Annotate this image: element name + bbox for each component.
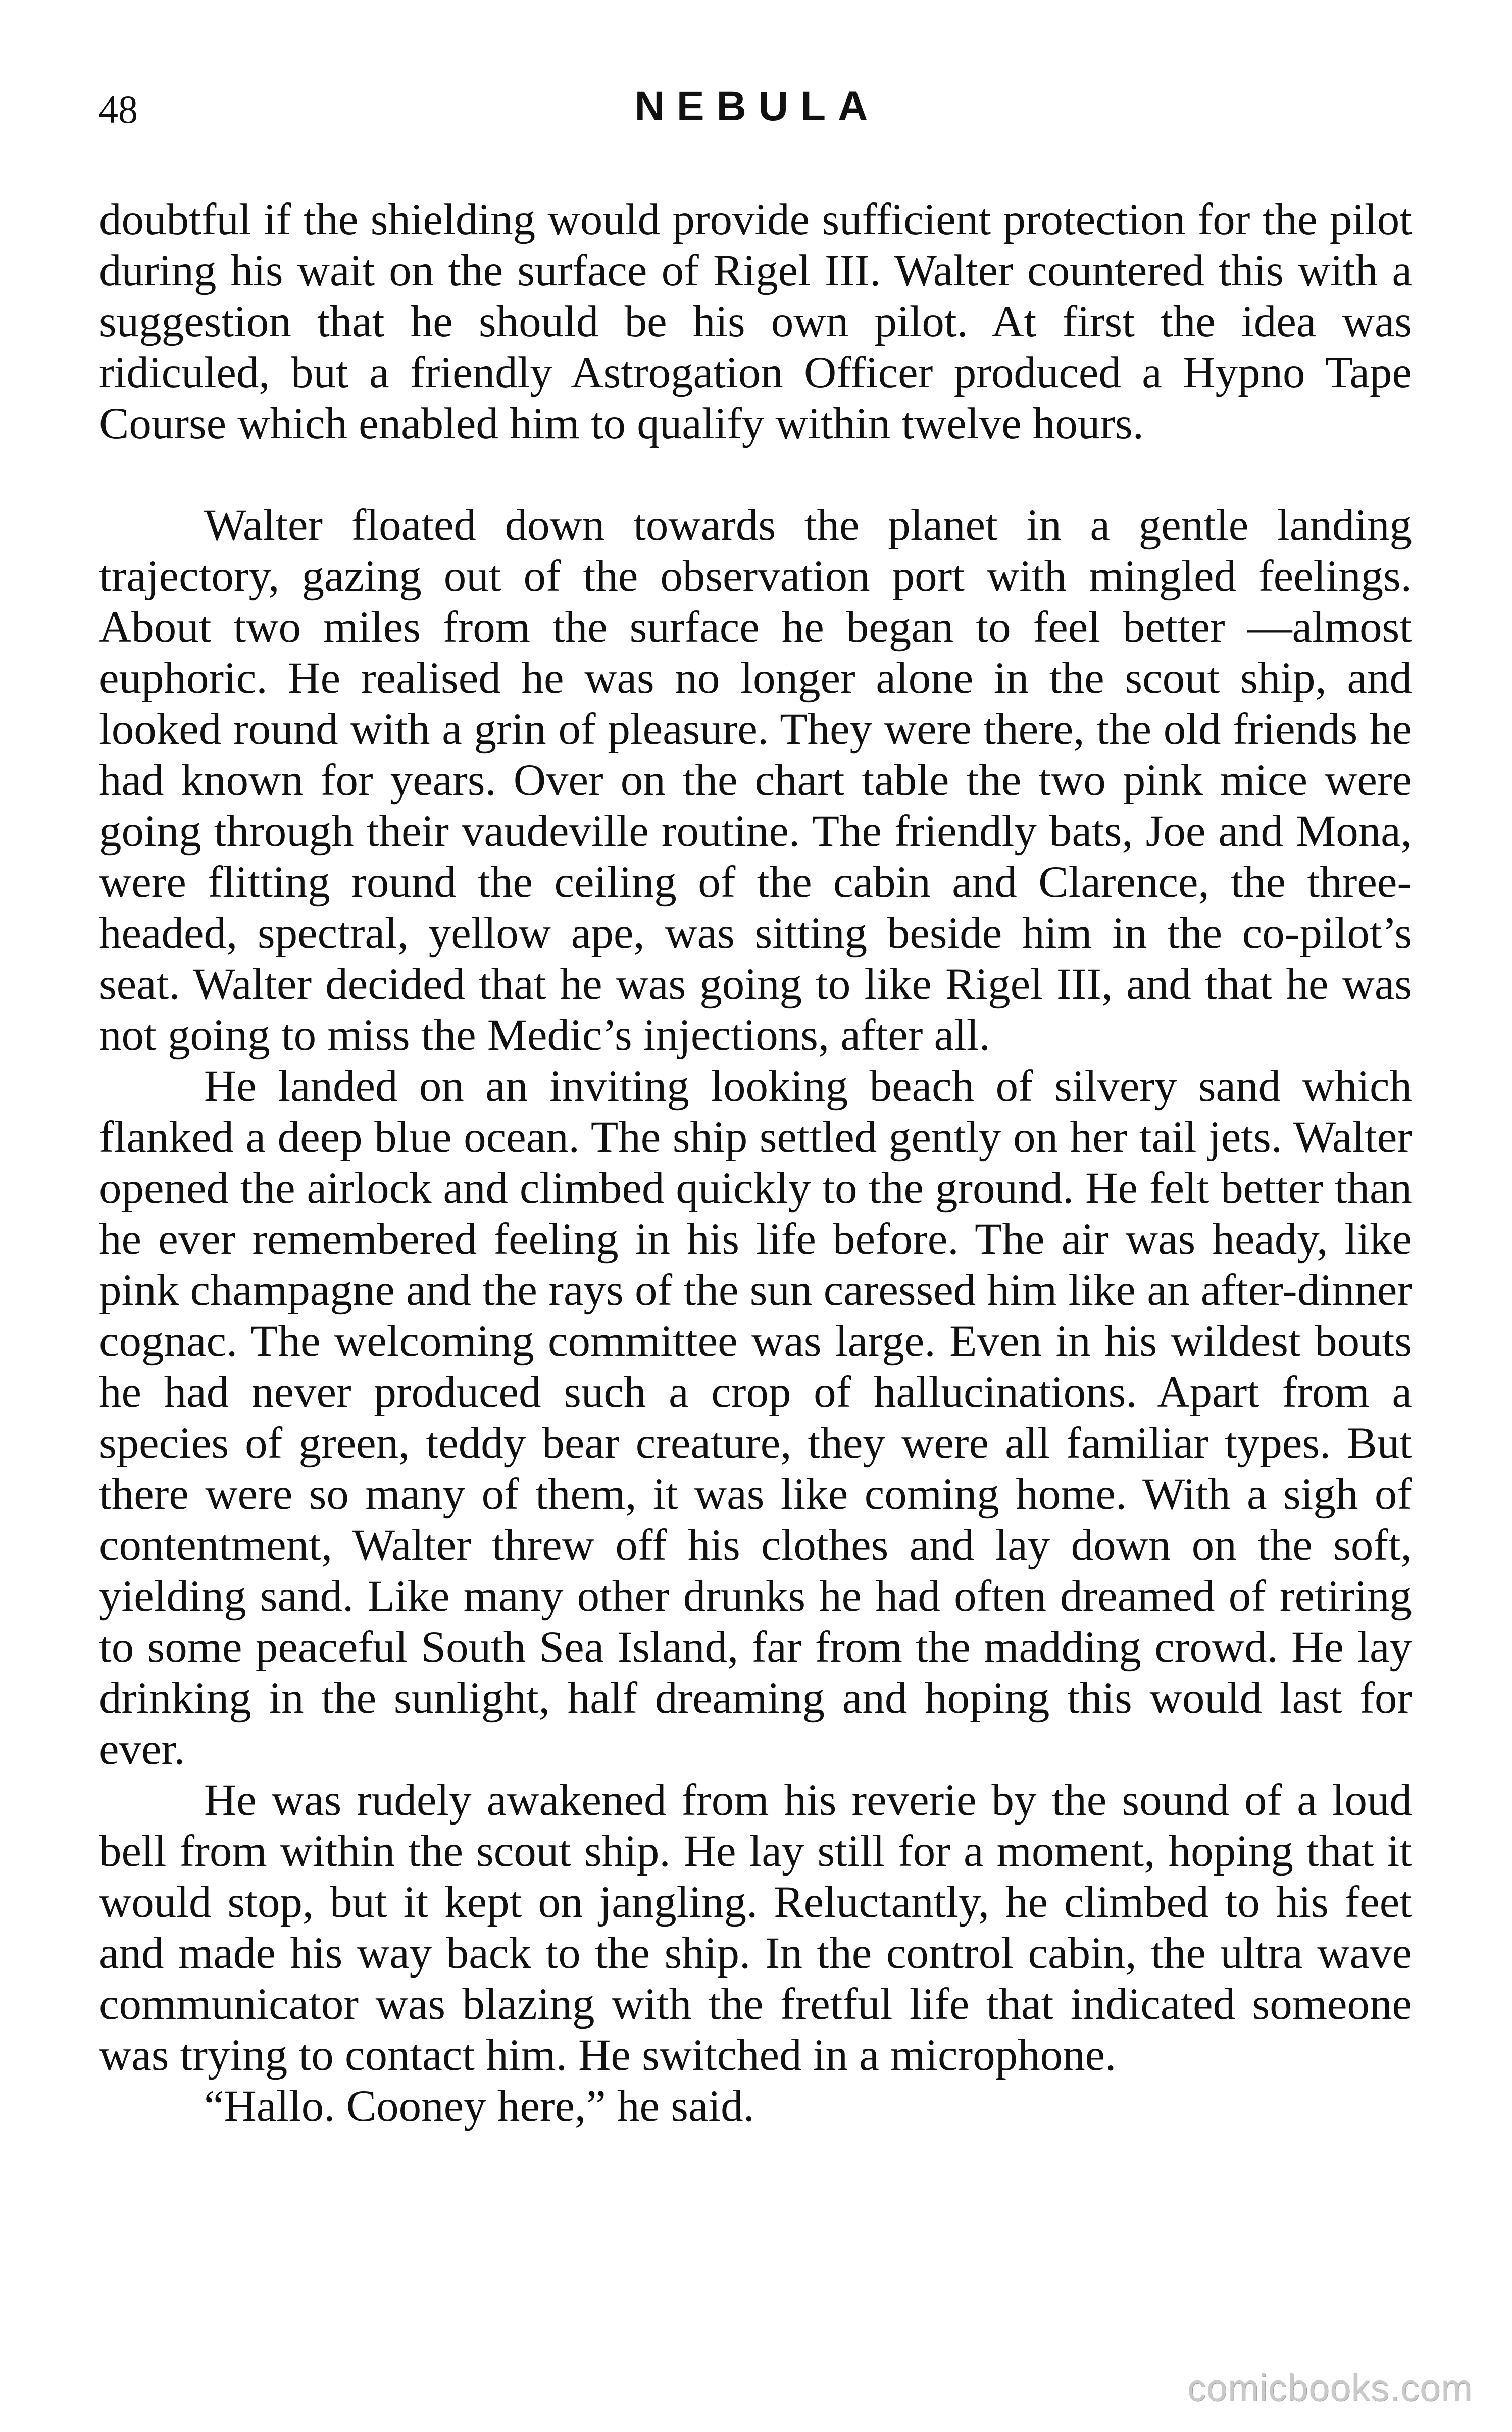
paragraph-landing-approach: Walter floated down towards the planet in a gentle landing trajectory, gazing out of the observation port with mingled feelings. About two miles from the surface he began to feel better —almost euphoric. He realised he was no longer alone in the scout ship, and looked round with a grin of pleasure. They were there, the old friends he had known for years. Over on the chart table the two pink mice were going through their vaudeville routine. The friendly bats, Joe and Mona, were flitting round the ceiling of the cabin and Clarence, the three-headed, spectral, yellow ape, was sitting beside him in the co-pilot’s seat. Walter decided that he was going to like Rigel III, and that he was not going to miss the Medic’s injections, after all. [99,500,1412,1060]
running-head: NEBULA [634,83,880,129]
paragraph-beach-landing: He landed on an inviting looking beach of silvery sand which flanked a deep blue ocean. The ship settled gently on her tail jets. Walter opened the airlock and climbed quickly to the ground. He felt better than he ever remembered feeling in his life before. The air was heady, like pink champagne and the rays of the sun caressed him like an after-dinner cognac. The welcoming committee was large. Even in his wildest bouts he had never produced such a crop of hallucinations. Apart from a species of green, teddy bear creature, they were all familiar types. But there were so many of them, it was like coming home. With a sigh of contentment, Walter threw off his clothes and lay down on the soft, yielding sand. Like many other drunks he had often dreamed of retiring to some peaceful South Sea Island, far from the madding crowd. He lay drinking in the sunlight, half dreaming and hoping this would last for ever. [99,1061,1412,1774]
watermark: comicbooks.com [1187,2367,1473,2409]
story-text [99,194,1412,2132]
paragraph-bell: He was rudely awakened from his reverie by the sound of a loud bell from within the scout ship. He lay still for a moment, hoping that it would stop, but it kept on jangling. Reluctantly, he climbed to his feet and made his way back to the ship. In the control cabin, the ultra wave communicator was blazing with the fretful life that indicated someone was trying to contact him. He switched in a microphone. [99,1776,1412,2080]
paragraph-dialogue: “Hallo. Cooney here,” he said. [204,2082,754,2131]
page-header [98,83,1416,146]
page-number: 48 [98,87,138,131]
paragraph-continued: doubtful if the shielding would provide sufficient protection for the pilot during his wait on the surface of Rigel III. Walter countered this with a suggestion that he should be his own pilot. At first the idea was ridiculed, but a friendly Astrogation Officer produced a Hypno Tape Course which enabled him to qualify within twelve hours. [99,195,1412,448]
